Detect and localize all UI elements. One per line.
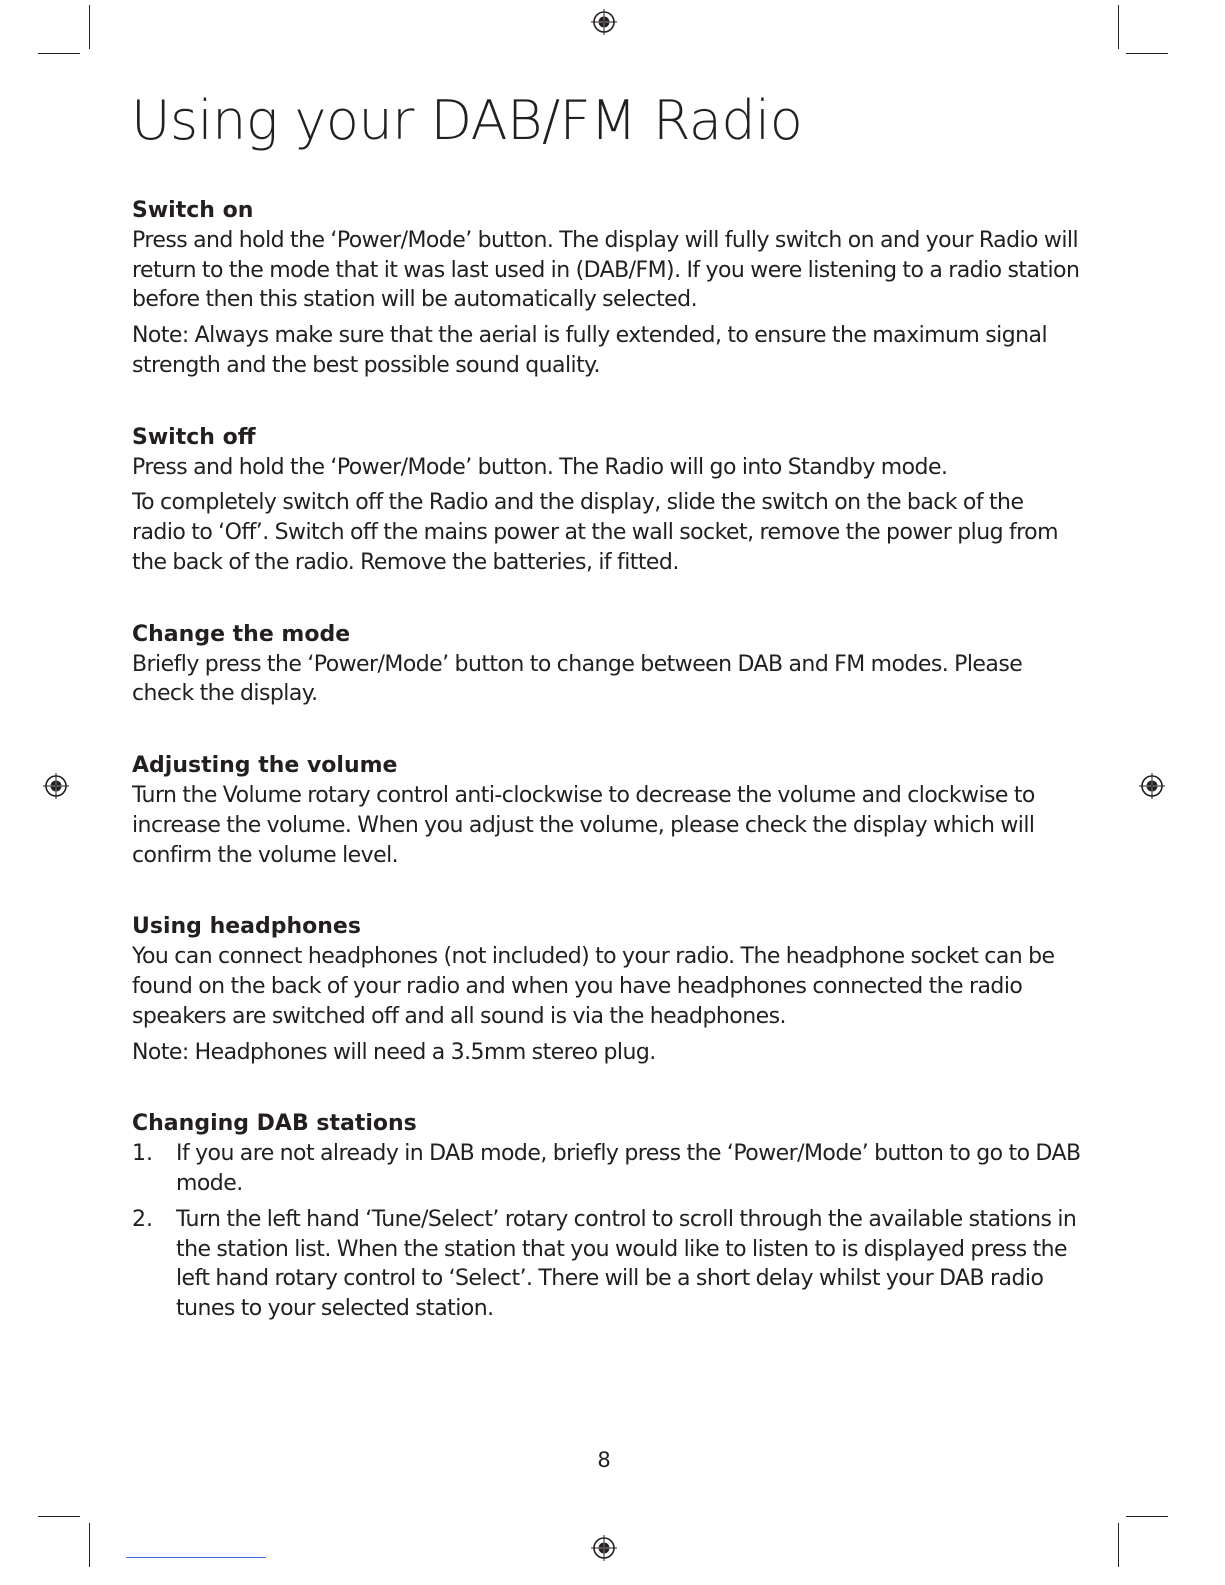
page-title: Using your DAB/FM Radio: [131, 89, 803, 152]
note-paragraph: Note: Always make sure that the aerial is fully extended, to ensure the maximum signal strength and the best possible sound quality.: [132, 323, 1048, 378]
registration-target-icon: [590, 8, 618, 36]
crop-mark-bottom-right-horizontal: [1126, 1516, 1168, 1517]
step-text: If you are not already in DAB mode, briefly press the ‘Power/Mode’ button to go to DAB mode.: [176, 1141, 1081, 1196]
step-number: 2.: [132, 1206, 153, 1232]
footer-rule: [126, 1557, 266, 1558]
section-heading: Using headphones: [132, 914, 361, 940]
section-adjusting-volume: [132, 751, 1082, 870]
crop-mark-top-left-horizontal: [38, 53, 80, 54]
crop-mark-top-right-horizontal: [1126, 53, 1168, 54]
page-number: 8: [597, 1448, 611, 1472]
crop-mark-top-left-vertical: [89, 5, 90, 49]
crop-mark-top-right-vertical: [1118, 5, 1119, 49]
crop-mark-bottom-left-horizontal: [38, 1516, 80, 1517]
section-heading: Switch off: [132, 424, 256, 450]
section-switch-on: [132, 196, 1082, 381]
registration-target-icon: [590, 1534, 618, 1562]
crop-mark-bottom-left-vertical: [89, 1523, 90, 1567]
section-paragraph: Turn the Volume rotary control anti-clockwise to decrease the volume and clockwise to increase the volume. When you adjust the volume, please check the display which will confirm the volume level.: [132, 782, 1035, 868]
section-heading: Switch on: [132, 198, 254, 223]
section-changing-dab-stations: [132, 1109, 1082, 1324]
section-paragraph: To completely switch off the Radio and the display, slide the switch on the back of the radio to ‘Off’. Switch off the mains power at the wall socket, remove the power plug from the back of the radio. Remove the batteries, if fitted.: [132, 490, 1058, 575]
step-number: 1.: [132, 1141, 153, 1167]
steps-list: [132, 1139, 1082, 1324]
registration-target-icon: [1138, 772, 1166, 800]
section-paragraph: Press and hold the ‘Power/Mode’ button. The display will fully switch on and your Radio will return to the mode that it was last used in (DAB/FM). If you were listening to a radio station before then this station will be automatically selected.: [132, 227, 1080, 313]
section-heading: Change the mode: [132, 621, 351, 647]
section-heading: Adjusting the volume: [132, 753, 398, 779]
section-using-headphones: [132, 912, 1082, 1067]
section-change-mode: [132, 620, 1082, 709]
section-switch-off: [132, 423, 1082, 578]
section-paragraph: Press and hold the ‘Power/Mode’ button. The Radio will go into Standby mode.: [132, 454, 948, 480]
section-paragraph: You can connect headphones (not included) to your radio. The headphone socket can be found on the back of your radio and when you have headphones connected the radio speakers are switched off and all sound is via the headphones.: [132, 944, 1055, 1029]
step-item: [132, 1139, 1082, 1199]
section-heading: Changing DAB stations: [132, 1111, 417, 1137]
registration-target-icon: [42, 772, 70, 800]
manual-content: [132, 196, 1082, 1330]
step-text: Turn the left hand ‘Tune/Select’ rotary control to scroll through the available stations in the station list. When the station that you would like to listen to is displayed press the left hand rotary control to ‘Select’. There will be a short delay whilst your DAB radio tunes to your selected station.: [176, 1206, 1077, 1322]
section-paragraph: Briefly press the ‘Power/Mode’ button to change between DAB and FM modes. Please check the display.: [132, 651, 1023, 707]
note-paragraph: Note: Headphones will need a 3.5mm stereo plug.: [132, 1039, 656, 1065]
crop-mark-bottom-right-vertical: [1118, 1523, 1119, 1567]
step-item: [132, 1205, 1082, 1324]
